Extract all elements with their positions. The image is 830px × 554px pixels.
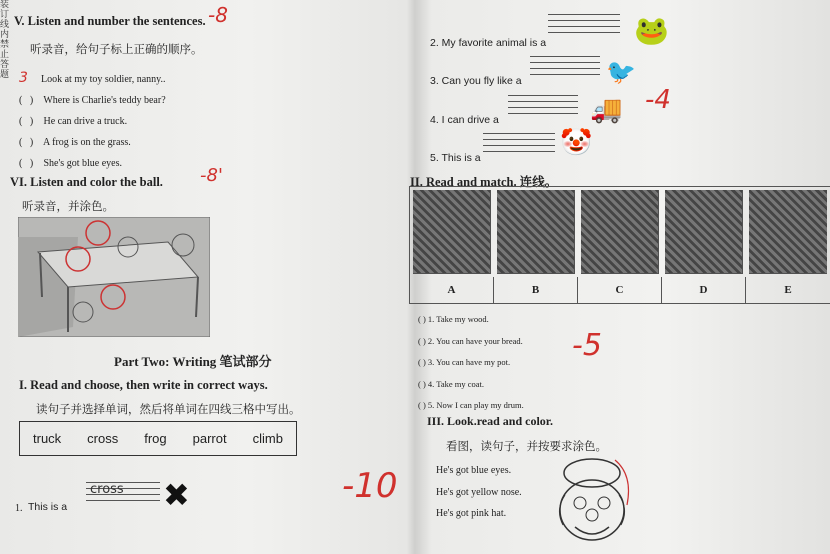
score-questions: -4 xyxy=(645,85,671,115)
section-6-instruction: 听录音，并涂色。 xyxy=(22,199,114,213)
picture-a xyxy=(413,190,491,274)
section-2-title: II. Read and match. 连线。 xyxy=(410,175,558,189)
part-two-heading: Part Two: Writing 笔试部分 xyxy=(114,354,272,369)
truck-icon: 🚚 xyxy=(590,95,623,124)
section-3-instruction: 看图，读句子，并按要求涂色。 xyxy=(446,439,607,453)
ball-room-picture xyxy=(18,217,210,337)
picture-c xyxy=(581,190,659,274)
list-item: ( ) 2. You can have your bread. xyxy=(418,335,523,346)
picture-label: B xyxy=(494,277,578,303)
picture-b xyxy=(497,190,575,274)
picture-label: D xyxy=(662,277,746,303)
list-item: ( ) 5. Now I can play my drum. xyxy=(418,400,524,410)
list-item: ( ) 4. Take my coat. xyxy=(418,378,485,389)
frog-icon: 🐸 xyxy=(634,16,669,47)
score-match: -5 xyxy=(572,328,602,363)
section-1-title: I. Read and choose, then write in correct ways. xyxy=(19,378,268,392)
list-item: 3 Look at my toy soldier, nanny.. xyxy=(19,70,166,86)
question-5-text: 5. This is a xyxy=(430,152,481,164)
question-2-text: 2. My favorite animal is a xyxy=(430,37,547,49)
word-bank-item: parrot xyxy=(192,431,227,446)
picture-label: A xyxy=(410,277,494,303)
clown-icon: 🤡 xyxy=(560,128,593,157)
list-item: He's got yellow nose. xyxy=(436,486,522,498)
section-5-instruction: 听录音，给句子标上正确的顺序。 xyxy=(30,42,203,56)
word-bank-item: climb xyxy=(252,431,283,446)
list-item: ( ) She's got blue eyes. xyxy=(19,158,122,169)
picture-label: C xyxy=(578,277,662,303)
picture-e xyxy=(749,190,827,274)
writing-lines xyxy=(530,56,600,80)
word-bank-item: cross xyxy=(87,431,119,446)
question-3-text: 3. Can you fly like a xyxy=(430,75,522,87)
writing-lines xyxy=(508,95,578,119)
picture-label: E xyxy=(784,284,792,296)
section-5-title: V. Listen and number the sentences. xyxy=(14,14,206,28)
word-bank-item: truck xyxy=(33,431,62,446)
question-4-text: 4. I can drive a xyxy=(430,114,499,126)
word-bank-item: frog xyxy=(144,431,167,446)
section-5-score: -8 xyxy=(208,3,228,27)
list-item: He's got blue eyes. xyxy=(436,465,512,476)
section-1-instruction: 读句子并选择单词，然后将单词在四线三格中写出。 xyxy=(36,402,301,416)
section-5-list xyxy=(19,68,166,174)
list-item: ( ) 3. You can have my pot. xyxy=(418,357,511,367)
section-6-score: -8' xyxy=(200,165,223,186)
list-item: ( ) Where is Charlie's teddy bear? xyxy=(19,95,166,106)
binding-margin-text: 装订线内禁止答题 xyxy=(0,0,10,80)
list-item: ( ) 1. Take my wood. xyxy=(418,314,489,324)
question-1-answer: cross xyxy=(90,482,124,497)
section-3-title: III. Look.read and color. xyxy=(427,414,554,428)
word-bank xyxy=(19,421,297,456)
clown-drawing xyxy=(545,455,640,550)
wrong-mark-icon: ✖ xyxy=(163,477,190,513)
question-1-number: 1. xyxy=(15,503,23,514)
writing-lines xyxy=(548,14,620,38)
match-pictures xyxy=(409,186,830,304)
bird-icon: 🐦 xyxy=(606,60,636,86)
list-item: He's got pink hat. xyxy=(436,508,507,519)
bottom-score: -10 xyxy=(342,466,398,506)
section-6-title: VI. Listen and color the ball. xyxy=(10,175,163,189)
picture-d xyxy=(665,190,743,274)
match-list xyxy=(418,309,524,417)
writing-lines xyxy=(483,133,555,157)
list-item: ( ) He can drive a truck. xyxy=(19,116,128,127)
question-1-text: This is a xyxy=(28,501,68,513)
bleed-through-text xyxy=(368,30,408,58)
color-list xyxy=(436,460,522,525)
list-item: ( ) A frog is on the grass. xyxy=(19,137,131,148)
